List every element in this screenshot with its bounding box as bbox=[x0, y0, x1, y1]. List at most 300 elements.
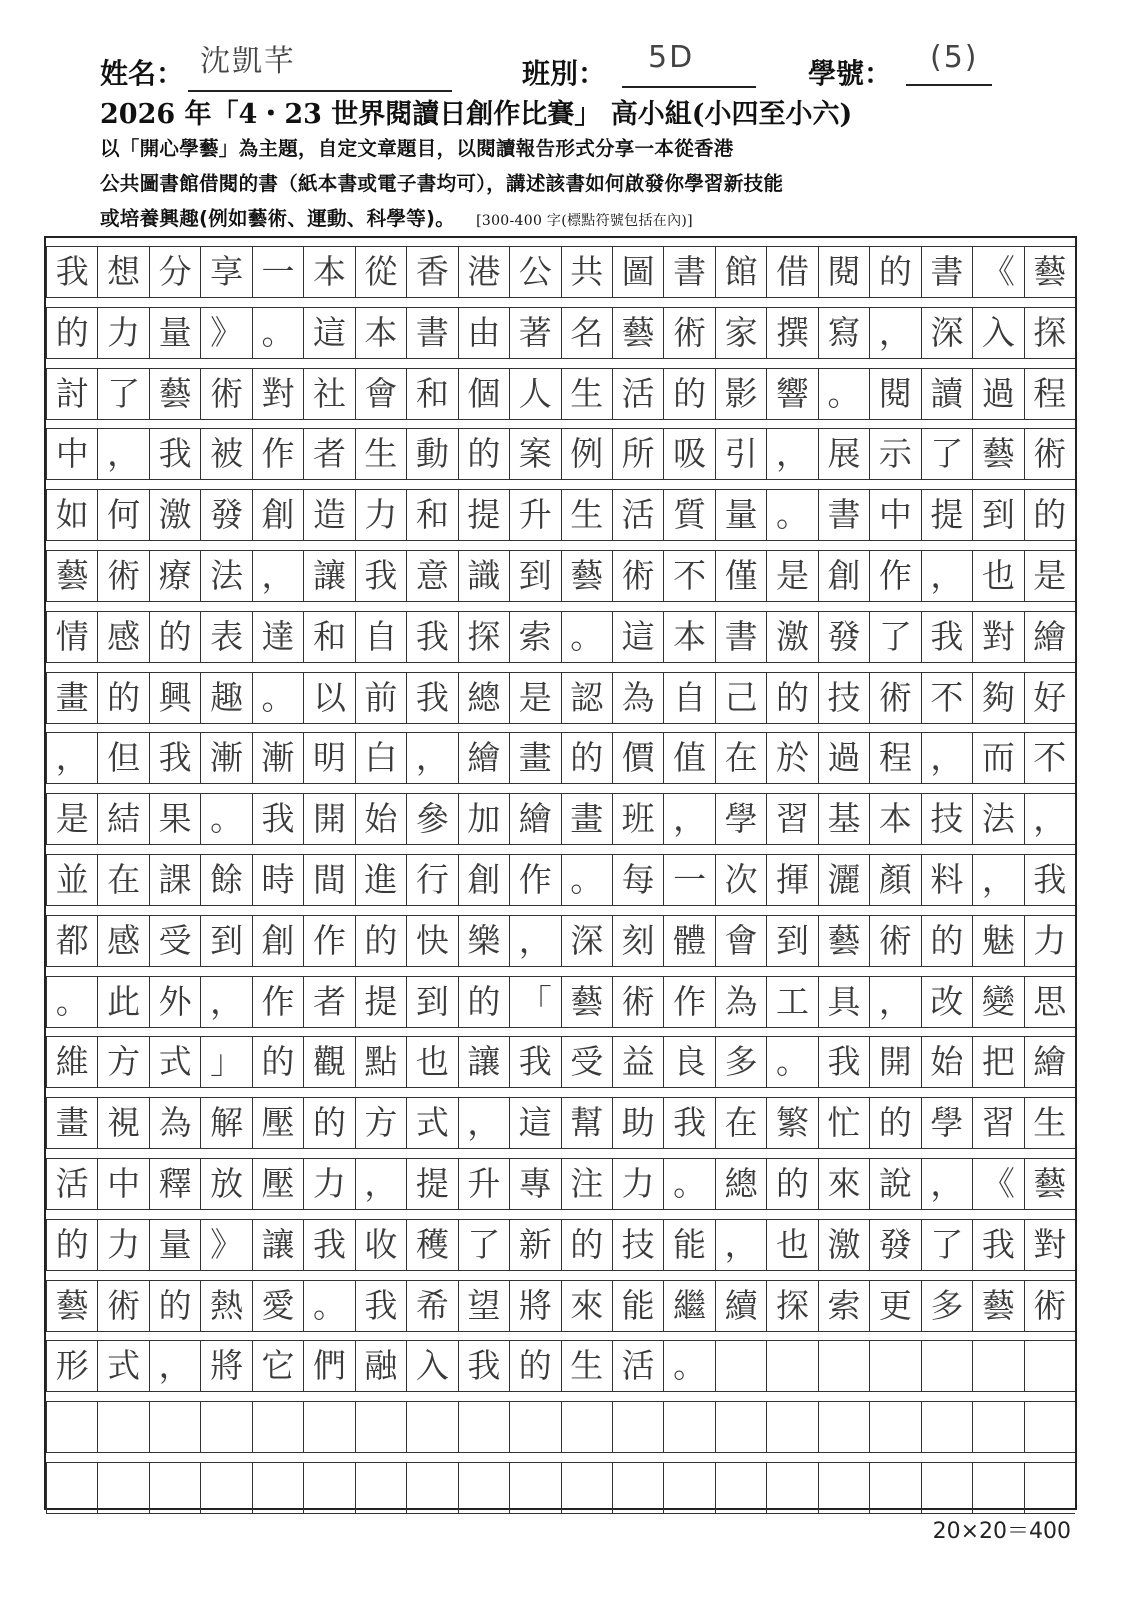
word-limit-note: [300-400 字(標點符號包括在內)] bbox=[476, 213, 693, 229]
grid-cell: 。 bbox=[561, 611, 612, 662]
grid-cell: 我 bbox=[46, 246, 97, 297]
grid-cell: 把 bbox=[972, 1036, 1023, 1087]
grid-cell: 的 bbox=[149, 611, 200, 662]
grid-cell: 間 bbox=[303, 854, 354, 905]
grid-cell: 藝 bbox=[46, 550, 97, 601]
grid-cell: 也 bbox=[406, 1036, 457, 1087]
grid-cell: 畫 bbox=[561, 793, 612, 844]
grid-row bbox=[46, 854, 1075, 905]
grid-cell: 程 bbox=[1024, 368, 1075, 419]
grid-cell: 量 bbox=[149, 307, 200, 358]
grid-cell: 閱 bbox=[869, 368, 920, 419]
grid-cell: 和 bbox=[406, 368, 457, 419]
grid-cell: 公 bbox=[509, 246, 560, 297]
grid-cell: 探 bbox=[766, 1280, 817, 1331]
grid-cell: 作 bbox=[303, 915, 354, 966]
grid-cell: 藝 bbox=[1024, 246, 1075, 297]
grid-cell bbox=[818, 1462, 869, 1513]
grid-cell: 感 bbox=[97, 611, 148, 662]
grid-cell: 提 bbox=[921, 489, 972, 540]
grid-cell: 的 bbox=[149, 1280, 200, 1331]
grid-cell bbox=[97, 1462, 148, 1513]
grid-cell: ， bbox=[252, 550, 303, 601]
grid-cell: 引 bbox=[715, 428, 766, 479]
grid-cell: 受 bbox=[149, 915, 200, 966]
grid-cell: 藝 bbox=[46, 1280, 97, 1331]
grid-cell: ， bbox=[149, 1340, 200, 1391]
name-label: 姓名： bbox=[100, 57, 185, 90]
grid-cell: 技 bbox=[612, 1219, 663, 1270]
writing-grid bbox=[44, 236, 1077, 1510]
grid-cell: 我 bbox=[355, 550, 406, 601]
grid-cell: 提 bbox=[406, 1158, 457, 1209]
grid-cell: 的 bbox=[869, 246, 920, 297]
grid-cell: 感 bbox=[97, 915, 148, 966]
grid-cell: 閱 bbox=[818, 246, 869, 297]
grid-cell bbox=[921, 1401, 972, 1452]
grid-cell: 會 bbox=[715, 915, 766, 966]
grid-cell: 更 bbox=[869, 1280, 920, 1331]
grid-cell: 活 bbox=[612, 489, 663, 540]
grid-cell: ， bbox=[766, 428, 817, 479]
grid-cell: 術 bbox=[1024, 1280, 1075, 1331]
grid-cell: 術 bbox=[97, 550, 148, 601]
grid-cell: 自 bbox=[355, 611, 406, 662]
grid-row bbox=[46, 611, 1075, 662]
grid-cell: 發 bbox=[200, 489, 251, 540]
grid-cell bbox=[149, 1462, 200, 1513]
grid-cell: 幫 bbox=[561, 1097, 612, 1148]
grid-cell: 在 bbox=[97, 854, 148, 905]
grid-cell: 不 bbox=[921, 672, 972, 723]
grid-cell: 並 bbox=[46, 854, 97, 905]
grid-cell: 白 bbox=[355, 732, 406, 783]
grid-cell: 讓 bbox=[252, 1219, 303, 1270]
grid-cell: 我 bbox=[355, 1280, 406, 1331]
grid-cell bbox=[818, 1401, 869, 1452]
grid-cell: 式 bbox=[97, 1340, 148, 1391]
grid-cell: 收 bbox=[355, 1219, 406, 1270]
grid-cell: 思 bbox=[1024, 976, 1075, 1027]
grid-cell bbox=[458, 1462, 509, 1513]
grid-cell: 外 bbox=[149, 976, 200, 1027]
grid-cell: 作 bbox=[869, 550, 920, 601]
grid-cell bbox=[715, 1340, 766, 1391]
grid-cell: 希 bbox=[406, 1280, 457, 1331]
grid-cell: 了 bbox=[921, 428, 972, 479]
grid-cell: 了 bbox=[458, 1219, 509, 1270]
grid-cell: 吸 bbox=[663, 428, 714, 479]
grid-cell: 讓 bbox=[458, 1036, 509, 1087]
grid-cell: 本 bbox=[663, 611, 714, 662]
grid-cell: 讓 bbox=[303, 550, 354, 601]
grid-row bbox=[46, 1219, 1075, 1270]
grid-cell: 名 bbox=[561, 307, 612, 358]
grid-cell: 。 bbox=[46, 976, 97, 1027]
grid-cell: 術 bbox=[612, 550, 663, 601]
grid-cell: 果 bbox=[149, 793, 200, 844]
grid-cell: 中 bbox=[46, 428, 97, 479]
grid-cell: ， bbox=[921, 732, 972, 783]
grid-cell: 班 bbox=[612, 793, 663, 844]
grid-cell: 》 bbox=[200, 1219, 251, 1270]
grid-cell: 技 bbox=[921, 793, 972, 844]
grid-cell: 我 bbox=[972, 1219, 1023, 1270]
grid-cell: 到 bbox=[406, 976, 457, 1027]
grid-cell bbox=[458, 1401, 509, 1452]
grid-cell bbox=[303, 1462, 354, 1513]
grid-cell: ， bbox=[921, 1158, 972, 1209]
grid-cell: 我 bbox=[818, 1036, 869, 1087]
grid-cell: 穫 bbox=[406, 1219, 457, 1270]
grid-cell: 香 bbox=[406, 246, 457, 297]
grid-cell: 明 bbox=[303, 732, 354, 783]
grid-cell: 次 bbox=[715, 854, 766, 905]
grid-cell: 對 bbox=[252, 368, 303, 419]
grid-cell: 的 bbox=[458, 428, 509, 479]
grid-cell: ， bbox=[46, 732, 97, 783]
grid-cell: 創 bbox=[252, 915, 303, 966]
grid-cell bbox=[869, 1401, 920, 1452]
grid-cell: 《 bbox=[972, 246, 1023, 297]
grid-cell: 書 bbox=[921, 246, 972, 297]
grid-row bbox=[46, 915, 1075, 966]
grid-cell: ， bbox=[200, 976, 251, 1027]
grid-cell: 能 bbox=[612, 1280, 663, 1331]
grid-cell bbox=[1024, 1340, 1075, 1391]
grid-cell: 表 bbox=[200, 611, 251, 662]
grid-cell: 深 bbox=[921, 307, 972, 358]
grid-cell: 也 bbox=[766, 1219, 817, 1270]
grid-cell: 創 bbox=[818, 550, 869, 601]
grid-cell bbox=[818, 1340, 869, 1391]
grid-cell: 的 bbox=[869, 1097, 920, 1148]
grid-cell: 總 bbox=[458, 672, 509, 723]
grid-cell: 中 bbox=[869, 489, 920, 540]
grid-row bbox=[46, 368, 1075, 419]
grid-cell bbox=[1024, 1462, 1075, 1513]
grid-cell: 都 bbox=[46, 915, 97, 966]
grid-cell: 熱 bbox=[200, 1280, 251, 1331]
grid-cell: 識 bbox=[458, 550, 509, 601]
grid-cell: 創 bbox=[458, 854, 509, 905]
grid-cell: 我 bbox=[149, 428, 200, 479]
grid-cell: 如 bbox=[46, 489, 97, 540]
grid-cell: 每 bbox=[612, 854, 663, 905]
grid-cell: 顏 bbox=[869, 854, 920, 905]
grid-cell: 這 bbox=[303, 307, 354, 358]
grid-cell: 激 bbox=[766, 611, 817, 662]
grid-cell bbox=[972, 1401, 1023, 1452]
grid-cell: 體 bbox=[663, 915, 714, 966]
grid-cell: 館 bbox=[715, 246, 766, 297]
grid-row bbox=[46, 1036, 1075, 1087]
grid-cell: 《 bbox=[972, 1158, 1023, 1209]
grid-cell bbox=[355, 1401, 406, 1452]
grid-cell: 這 bbox=[509, 1097, 560, 1148]
grid-cell: 視 bbox=[97, 1097, 148, 1148]
grid-cell: 社 bbox=[303, 368, 354, 419]
grid-row bbox=[46, 246, 1075, 297]
grid-cell: 。 bbox=[252, 672, 303, 723]
grid-cell: 說 bbox=[869, 1158, 920, 1209]
grid-cell: 良 bbox=[663, 1036, 714, 1087]
grid-cell: 》 bbox=[200, 307, 251, 358]
grid-cell: 在 bbox=[715, 732, 766, 783]
grid-cell: 續 bbox=[715, 1280, 766, 1331]
grid-cell: 興 bbox=[149, 672, 200, 723]
grid-cell bbox=[509, 1462, 560, 1513]
grid-cell: 形 bbox=[46, 1340, 97, 1391]
grid-cell: 專 bbox=[509, 1158, 560, 1209]
grid-cell: 的 bbox=[921, 915, 972, 966]
grid-cell: 在 bbox=[715, 1097, 766, 1148]
grid-cell: 展 bbox=[818, 428, 869, 479]
grid-cell: 刻 bbox=[612, 915, 663, 966]
grid-cell: 而 bbox=[972, 732, 1023, 783]
grid-cell: 激 bbox=[149, 489, 200, 540]
grid-cell: ， bbox=[972, 854, 1023, 905]
grid-cell: 和 bbox=[303, 611, 354, 662]
grid-cell: 的 bbox=[561, 1219, 612, 1270]
grid-cell bbox=[561, 1401, 612, 1452]
grid-cell: 索 bbox=[818, 1280, 869, 1331]
grid-cell: 過 bbox=[818, 732, 869, 783]
grid-row bbox=[46, 976, 1075, 1027]
grid-cell: 好 bbox=[1024, 672, 1075, 723]
grid-cell: 將 bbox=[200, 1340, 251, 1391]
grid-cell bbox=[200, 1462, 251, 1513]
grid-cell: 法 bbox=[200, 550, 251, 601]
grid-cell bbox=[303, 1401, 354, 1452]
grid-cell: 作 bbox=[252, 976, 303, 1027]
grid-cell: 始 bbox=[355, 793, 406, 844]
grid-cell: 會 bbox=[355, 368, 406, 419]
grid-cell: 時 bbox=[252, 854, 303, 905]
grid-cell: 寫 bbox=[818, 307, 869, 358]
grid-cell bbox=[869, 1340, 920, 1391]
grid-cell: 激 bbox=[818, 1219, 869, 1270]
grid-cell: 放 bbox=[200, 1158, 251, 1209]
grid-cell: 者 bbox=[303, 976, 354, 1027]
grid-cell: 加 bbox=[458, 793, 509, 844]
grid-cell: 我 bbox=[252, 793, 303, 844]
grid-cell: 的 bbox=[766, 1158, 817, 1209]
grid-cell: 了 bbox=[869, 611, 920, 662]
grid-cell bbox=[663, 1462, 714, 1513]
grid-cell: 生 bbox=[1024, 1097, 1075, 1148]
grid-cell: 達 bbox=[252, 611, 303, 662]
grid-cell: 學 bbox=[715, 793, 766, 844]
grid-cell: 。 bbox=[663, 1158, 714, 1209]
grid-cell: 維 bbox=[46, 1036, 97, 1087]
grid-cell: 新 bbox=[509, 1219, 560, 1270]
instruction-line-2: 公共圖書館借閱的書（紙本書或電子書均可），講述該書如何啟發你學習新技能 bbox=[100, 172, 784, 195]
grid-cell: 這 bbox=[612, 611, 663, 662]
grid-cell: 享 bbox=[200, 246, 251, 297]
grid-cell: 藝 bbox=[1024, 1158, 1075, 1209]
grid-cell: 是 bbox=[46, 793, 97, 844]
grid-cell: 結 bbox=[97, 793, 148, 844]
grid-cell: 漸 bbox=[200, 732, 251, 783]
grid-cell: 升 bbox=[509, 489, 560, 540]
grid-row bbox=[46, 793, 1075, 844]
grid-cell: 僅 bbox=[715, 550, 766, 601]
grid-cell: 人 bbox=[509, 368, 560, 419]
grid-cell: 藝 bbox=[612, 307, 663, 358]
grid-cell: 想 bbox=[97, 246, 148, 297]
grid-cell: 具 bbox=[818, 976, 869, 1027]
grid-cell: 式 bbox=[406, 1097, 457, 1148]
grid-cell: 不 bbox=[1024, 732, 1075, 783]
grid-cell bbox=[869, 1462, 920, 1513]
grid-cell: 樂 bbox=[458, 915, 509, 966]
grid-cell: 共 bbox=[561, 246, 612, 297]
grid-cell bbox=[509, 1401, 560, 1452]
grid-cell: 藝 bbox=[561, 976, 612, 1027]
grid-cell: 術 bbox=[200, 368, 251, 419]
grid-cell: 們 bbox=[303, 1340, 354, 1391]
grid-cell: 也 bbox=[972, 550, 1023, 601]
grid-cell: 我 bbox=[663, 1097, 714, 1148]
grid-cell: 本 bbox=[869, 793, 920, 844]
grid-cell: 我 bbox=[303, 1219, 354, 1270]
grid-cell: 漸 bbox=[252, 732, 303, 783]
grid-row bbox=[46, 732, 1075, 783]
grid-cell: 。 bbox=[200, 793, 251, 844]
grid-cell bbox=[766, 1462, 817, 1513]
grid-cell: 本 bbox=[355, 307, 406, 358]
grid-cell: 魅 bbox=[972, 915, 1023, 966]
grid-cell: 總 bbox=[715, 1158, 766, 1209]
grid-cell: 開 bbox=[303, 793, 354, 844]
grid-cell: 多 bbox=[921, 1280, 972, 1331]
grid-cell: 術 bbox=[612, 976, 663, 1027]
grid-cell: 它 bbox=[252, 1340, 303, 1391]
grid-cell bbox=[355, 1462, 406, 1513]
grid-cell: 書 bbox=[818, 489, 869, 540]
grid-cell: 活 bbox=[46, 1158, 97, 1209]
grid-cell: 快 bbox=[406, 915, 457, 966]
grid-cell: 工 bbox=[766, 976, 817, 1027]
grid-cell: 的 bbox=[458, 976, 509, 1027]
grid-cell: ， bbox=[406, 732, 457, 783]
grid-cell bbox=[1024, 1401, 1075, 1452]
grid-cell: 認 bbox=[561, 672, 612, 723]
grid-cell: 探 bbox=[458, 611, 509, 662]
grid-cell: 我 bbox=[1024, 854, 1075, 905]
grid-row bbox=[46, 1340, 1075, 1391]
grid-cell: 的 bbox=[46, 1219, 97, 1270]
grid-cell: 作 bbox=[509, 854, 560, 905]
grid-cell: 習 bbox=[972, 1097, 1023, 1148]
grid-cell: 生 bbox=[561, 368, 612, 419]
grid-cell: 將 bbox=[509, 1280, 560, 1331]
grid-cell: 被 bbox=[200, 428, 251, 479]
grid-cell: 行 bbox=[406, 854, 457, 905]
grid-cell: 力 bbox=[97, 307, 148, 358]
grid-cell: 。 bbox=[303, 1280, 354, 1331]
grid-cell: 是 bbox=[509, 672, 560, 723]
grid-cell: 的 bbox=[355, 915, 406, 966]
grid-cell: 藝 bbox=[149, 368, 200, 419]
grid-cell: 但 bbox=[97, 732, 148, 783]
grid-cell: 入 bbox=[406, 1340, 457, 1391]
instruction-line-1: 以「開心學藝」為主題，自定文章題目，以閱讀報告形式分享一本從香港 bbox=[100, 137, 734, 160]
grid-cell: ， bbox=[355, 1158, 406, 1209]
grid-cell bbox=[766, 1340, 817, 1391]
class-label: 班別： bbox=[522, 57, 607, 90]
grid-cell: 意 bbox=[406, 550, 457, 601]
grid-cell: 力 bbox=[1024, 915, 1075, 966]
grid-cell: 深 bbox=[561, 915, 612, 966]
grid-cell: 解 bbox=[200, 1097, 251, 1148]
grid-cell: ， bbox=[509, 915, 560, 966]
grid-cell bbox=[46, 1401, 97, 1452]
grid-cell: 升 bbox=[458, 1158, 509, 1209]
grid-cell: 進 bbox=[355, 854, 406, 905]
grid-cell: 的 bbox=[97, 672, 148, 723]
grid-cell: 造 bbox=[303, 489, 354, 540]
name-value: 沈凱芊 bbox=[200, 44, 296, 79]
grid-cell: 己 bbox=[715, 672, 766, 723]
grid-cell: 質 bbox=[663, 489, 714, 540]
grid-cell: 生 bbox=[355, 428, 406, 479]
grid-cell: 」 bbox=[200, 1036, 251, 1087]
grid-cell: 了 bbox=[97, 368, 148, 419]
grid-cell: 灑 bbox=[818, 854, 869, 905]
grid-cell: 一 bbox=[252, 246, 303, 297]
grid-cell: 是 bbox=[1024, 550, 1075, 601]
grid-cell bbox=[972, 1340, 1023, 1391]
grid-cell: 家 bbox=[715, 307, 766, 358]
grid-cell: 的 bbox=[561, 732, 612, 783]
grid-cell bbox=[46, 1462, 97, 1513]
grid-cell: 和 bbox=[406, 489, 457, 540]
grid-cell: ， bbox=[921, 550, 972, 601]
grid-cell: 於 bbox=[766, 732, 817, 783]
grid-cell bbox=[972, 1462, 1023, 1513]
grid-cell bbox=[149, 1401, 200, 1452]
grid-cell: 發 bbox=[818, 611, 869, 662]
grid-cell: 到 bbox=[972, 489, 1023, 540]
grid-cell: 的 bbox=[303, 1097, 354, 1148]
grid-cell: 始 bbox=[921, 1036, 972, 1087]
grid-cell: 。 bbox=[818, 368, 869, 419]
instruction-line-3-text: 或培養興趣(例如藝術、運動、科學等)。 bbox=[100, 207, 456, 230]
grid-cell: 我 bbox=[921, 611, 972, 662]
grid-cell: 趣 bbox=[200, 672, 251, 723]
grid-cell: 量 bbox=[149, 1219, 200, 1270]
grid-cell: 。 bbox=[561, 854, 612, 905]
number-label: 學號： bbox=[808, 57, 893, 90]
grid-cell: 分 bbox=[149, 246, 200, 297]
grid-cell: 從 bbox=[355, 246, 406, 297]
grid-cell: 受 bbox=[561, 1036, 612, 1087]
grid-cell: 繼 bbox=[663, 1280, 714, 1331]
grid-cell bbox=[715, 1401, 766, 1452]
class-underline bbox=[622, 86, 756, 88]
grid-cell: 以 bbox=[303, 672, 354, 723]
grid-cell: 對 bbox=[972, 611, 1023, 662]
grid-cell: 到 bbox=[509, 550, 560, 601]
grid-cell: 此 bbox=[97, 976, 148, 1027]
grid-cell: 開 bbox=[869, 1036, 920, 1087]
grid-cell: 由 bbox=[458, 307, 509, 358]
grid-cell: 術 bbox=[663, 307, 714, 358]
grid-cell: 揮 bbox=[766, 854, 817, 905]
grid-cell: 書 bbox=[406, 307, 457, 358]
